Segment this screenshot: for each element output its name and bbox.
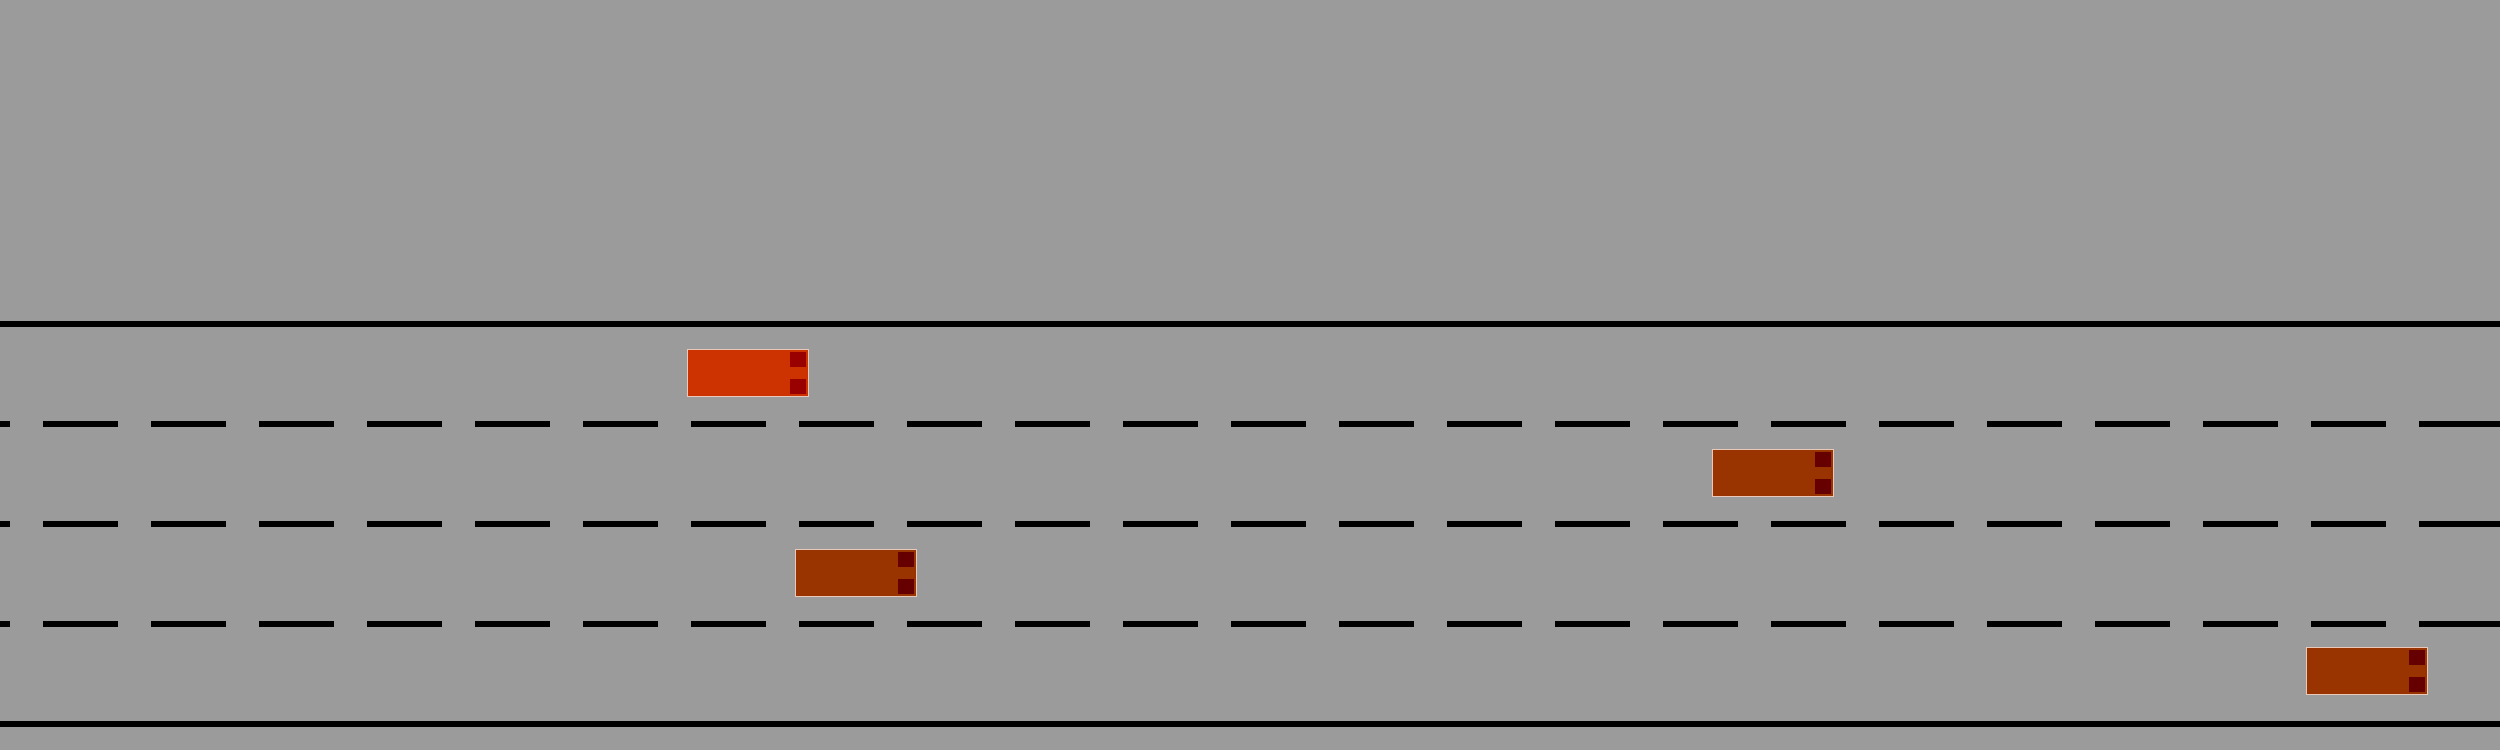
traffic-car-headlight-right [898, 579, 914, 594]
traffic-car-lane-3 [795, 549, 917, 597]
road-edge-top [0, 321, 2500, 327]
lane-divider-2 [0, 521, 2500, 527]
traffic-car-headlight-right [1815, 479, 1831, 494]
traffic-car-headlight-left [2409, 650, 2425, 665]
lane-divider-1 [0, 421, 2500, 427]
traffic-car-lane-4 [2306, 647, 2428, 695]
ego-car-headlight-left [790, 352, 806, 367]
traffic-car-headlight-left [898, 552, 914, 567]
lane-divider-3 [0, 621, 2500, 627]
traffic-car-lane-2 [1712, 449, 1834, 497]
ego-car [687, 349, 809, 397]
traffic-car-headlight-right [2409, 677, 2425, 692]
ego-car-headlight-right [790, 379, 806, 394]
road-edge-bottom [0, 721, 2500, 727]
traffic-car-headlight-left [1815, 452, 1831, 467]
